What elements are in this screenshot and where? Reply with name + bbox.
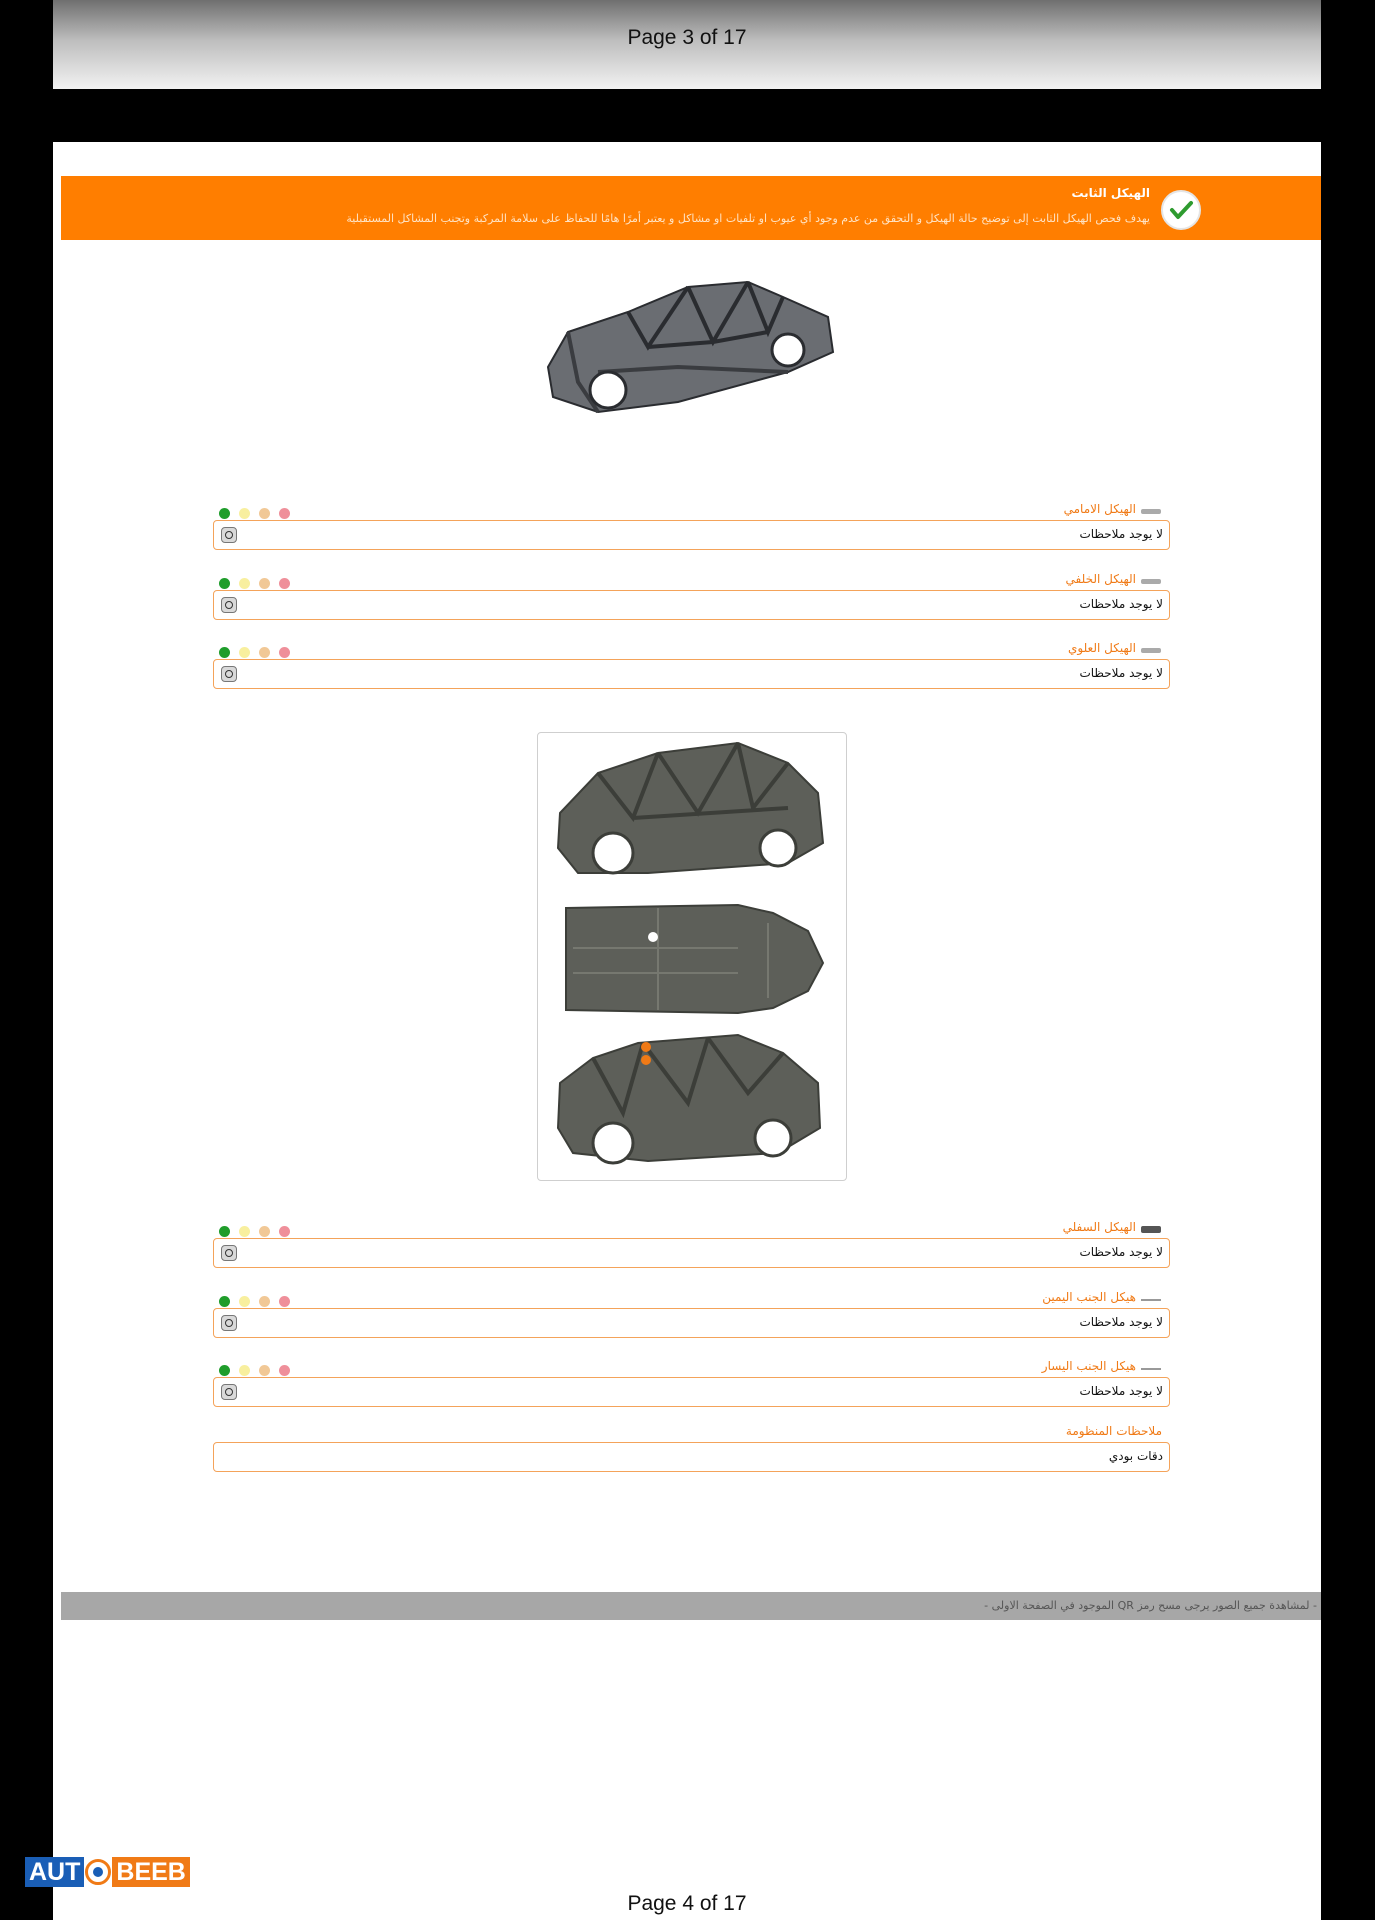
front-frame-value: لا يوجد ملاحظات — [1079, 527, 1163, 541]
upper-frame-field — [213, 659, 1170, 689]
camera-icon[interactable] — [221, 666, 237, 682]
right-side-frame-label: هيكل الجنب اليمين — [1042, 1290, 1162, 1304]
rear-frame-value: لا يوجد ملاحظات — [1079, 597, 1163, 611]
left-side-frame-value: لا يوجد ملاحظات — [1079, 1384, 1163, 1398]
side-frame-icon — [1140, 1362, 1162, 1371]
camera-icon[interactable] — [221, 1315, 237, 1331]
footer-note-bar — [61, 1592, 1321, 1620]
front-frame-field — [213, 520, 1170, 550]
body-views-graphic — [538, 733, 846, 1180]
car-top-icon — [1140, 644, 1162, 653]
page-number-bottom: Page 4 of 17 — [627, 1892, 747, 1915]
page-number-top: Page 3 of 17 — [627, 26, 747, 49]
camera-icon[interactable] — [221, 1384, 237, 1400]
wheel-icon — [85, 1859, 111, 1885]
section-banner — [61, 176, 1321, 240]
system-notes-value: دقات بودي — [1108, 1449, 1163, 1463]
banner-description: يهدف فحص الهيكل الثابت إلى توضيح حالة الهيكل و التحقق من عدم وجود أي عيوب او تلفيات او مشاكل و يعتبر أمرًا هامًا للحفاظ على سلامة المركبة وتجنب المشاكل المستقبلية — [346, 212, 1150, 225]
rear-frame-field — [213, 590, 1170, 620]
footer-note: - لمشاهدة جميع الصور يرجى مسح رمز QR الموجود في الصفحة الاولى - — [984, 1599, 1317, 1612]
autobeeb-logo: AUT BEEB — [25, 1857, 190, 1887]
car-front-icon — [1140, 505, 1162, 514]
body-views-image — [537, 732, 847, 1181]
top-page-header — [53, 0, 1321, 89]
right-side-frame-value: لا يوجد ملاحظات — [1079, 1315, 1163, 1329]
camera-icon[interactable] — [221, 527, 237, 543]
upper-frame-label: الهيكل العلوي — [1068, 641, 1162, 655]
car-rear-icon — [1140, 575, 1162, 584]
check-icon — [1161, 190, 1201, 230]
left-side-frame-field — [213, 1377, 1170, 1407]
chassis-icon — [1140, 1223, 1162, 1232]
system-notes-label: ملاحظات المنظومة — [1065, 1424, 1162, 1438]
system-notes-field — [213, 1442, 1170, 1472]
rear-frame-label: الهيكل الخلفي — [1066, 572, 1162, 586]
right-side-frame-field — [213, 1308, 1170, 1338]
front-frame-label: الهيكل الامامي — [1064, 502, 1162, 516]
lower-frame-value: لا يوجد ملاحظات — [1079, 1245, 1163, 1259]
camera-icon[interactable] — [221, 1245, 237, 1261]
banner-title: الهيكل الثابت — [1071, 186, 1150, 200]
lower-frame-field — [213, 1238, 1170, 1268]
sedan-body-frame-image — [538, 272, 838, 422]
left-side-frame-label: هيكل الجنب اليسار — [1042, 1359, 1162, 1373]
side-frame-icon — [1140, 1293, 1162, 1302]
report-page — [53, 142, 1321, 1920]
camera-icon[interactable] — [221, 597, 237, 613]
upper-frame-value: لا يوجد ملاحظات — [1079, 666, 1163, 680]
lower-frame-label: الهيكل السفلي — [1063, 1220, 1162, 1234]
